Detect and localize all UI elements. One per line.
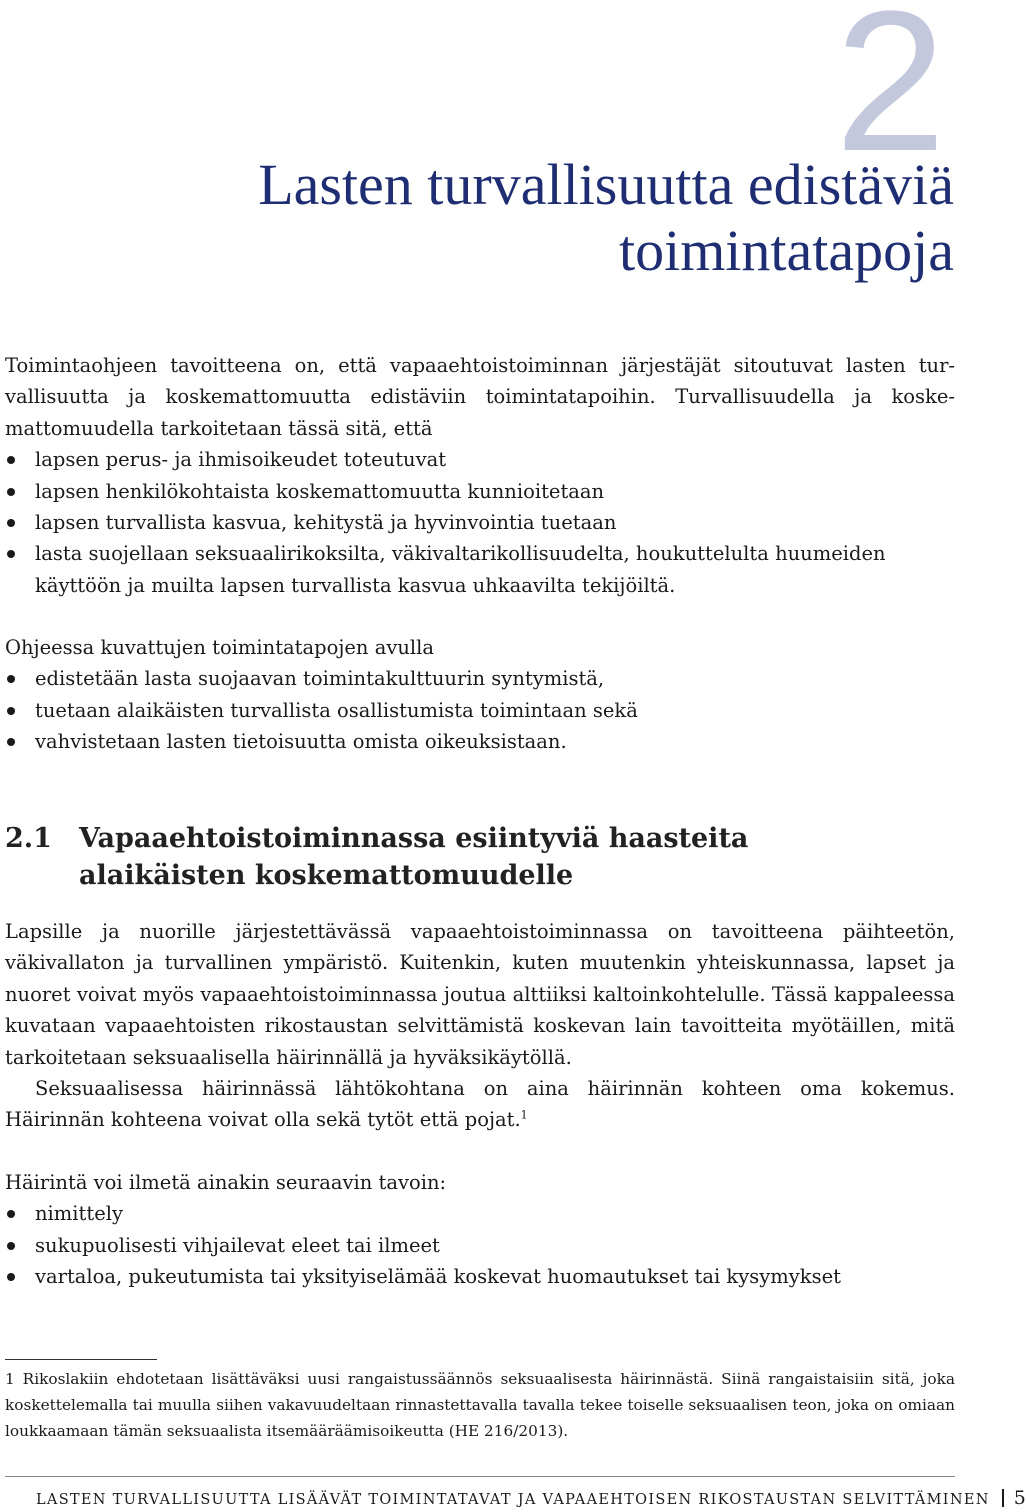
guidance-lead: Ohjeessa kuvattujen toimintatapojen avulla — [5, 636, 434, 659]
chapter-number: 2 — [834, 0, 946, 193]
harassment-bullet-list — [5, 1198, 955, 1292]
chapter-title-line-1: Lasten turvallisuutta edistäviä — [258, 152, 954, 217]
running-title: LASTEN TURVALLISUUTTA LISÄÄVÄT TOIMINTATAVAT JA VAPAAEHTOISEN RIKOSTAUSTAN SELVITTÄMINEN — [36, 1492, 990, 1508]
footnote-text: 1 Rikoslakiin ehdotetaan lisättäväksi uusi rangaistussäännös seksuaalisesta häirinnästä. Siinä rangaistaisiin sitä, joka koskettelemalla tai muulla siihen vakavuudeltaan rinnastettavalla tavalla tekee toiselle seksuaalisen teon, joka on omiaan loukkaamaan tämän seksuaalista itsemääräämisoikeutta (HE 216/2013). — [5, 1370, 955, 1440]
footer-divider — [5, 1476, 955, 1477]
intro-bullet-list — [5, 444, 955, 601]
bullet-icon — [7, 675, 15, 683]
section-paragraph-1: Lapsille ja nuorille järjestettävässä vapaaehtoistoiminnassa on tavoitteena päihteetön, väkivallaton ja turvallinen ympäristö. Kuitenkin, kuten muutenkin yhteiskunnassa, lapset ja nuoret voivat myös vapaaehtoistoiminnassa joutua alttiiksi kaltoinkohtelulle. Tässä kappaleessa kuvataan vapaaehtoisten rikostaustan selvittämistä koskevan lain tavoitteita myötäillen, mitä tarkoitetaan seksuaalisella häirinnällä ja hyväksikäytöllä. — [5, 920, 955, 1069]
page-footer — [36, 1487, 1026, 1509]
list-item: lapsen henkilökohtaista koskemattomuutta kunnioitetaan — [5, 476, 955, 507]
chapter-title — [258, 152, 954, 284]
guidance-bullet-list — [5, 663, 955, 757]
guidance-block — [5, 632, 955, 758]
bullet-icon — [7, 707, 15, 715]
bullet-icon — [7, 1273, 15, 1281]
list-item: vahvistetaan lasten tietoisuutta omista oikeuksistaan. — [5, 726, 955, 757]
bullet-icon — [7, 738, 15, 746]
chapter-title-line-2: toimintatapoja — [618, 218, 954, 283]
list-item: nimittely — [5, 1198, 955, 1229]
list-item: edistetään lasta suojaavan toimintakulttuurin syntymistä, — [5, 663, 955, 694]
intro-block — [5, 350, 955, 601]
footnote-reference: 1 — [520, 1108, 528, 1122]
section-heading — [5, 820, 748, 894]
bullet-icon — [7, 550, 15, 558]
section-title-line-2: alaikäisten koskemattomuudelle — [79, 860, 574, 891]
bullet-icon — [7, 1210, 15, 1218]
section-number: 2.1 — [5, 823, 52, 854]
page-number: 5 — [1013, 1487, 1026, 1509]
list-item: tuetaan alaikäisten turvallista osallistumista toimintaan sekä — [5, 695, 955, 726]
bullet-icon — [7, 488, 15, 496]
list-item: sukupuolisesti vihjailevat eleet tai ilmeet — [5, 1230, 955, 1261]
list-item: lapsen perus- ja ihmisoikeudet toteutuvat — [5, 444, 955, 475]
list-item: vartaloa, pukeutumista tai yksityiselämää koskevat huomautukset tai kysymykset — [5, 1261, 955, 1292]
harassment-lead: Häirintä voi ilmetä ainakin seuraavin tavoin: — [5, 1171, 447, 1194]
footer-separator — [1002, 1489, 1004, 1507]
section-body — [5, 916, 955, 1136]
bullet-icon — [7, 456, 15, 464]
list-item: lasta suojellaan seksuaalirikoksilta, väkivaltarikollisuudelta, houkuttelulta huumeiden käyttöön ja muilta lapsen turvallista kasvua uhkaavilta tekijöiltä. — [5, 538, 955, 601]
intro-paragraph: Toimintaohjeen tavoitteena on, että vapaaehtoistoiminnan järjestäjät sitoutuvat lasten turvallisuutta ja koskemattomuutta edistäviin toimintatapoihin. Turvallisuudella ja koskemattomuudella tarkoitetaan tässä sitä, että — [5, 354, 955, 440]
footnote-divider — [5, 1359, 157, 1360]
bullet-icon — [7, 519, 15, 527]
list-item: lapsen turvallista kasvua, kehitystä ja hyvinvointia tuetaan — [5, 507, 955, 538]
bullet-icon — [7, 1242, 15, 1250]
section-paragraph-2: Seksuaalisessa häirinnässä lähtökohtana on aina häirinnän kohteen oma kokemus. Häirinnän kohteena voivat olla sekä tytöt että pojat.$^1$ — [5, 1077, 955, 1132]
harassment-block — [5, 1167, 955, 1293]
section-title-line-1: Vapaaehtoistoiminnassa esiintyviä haasteita — [79, 823, 749, 854]
